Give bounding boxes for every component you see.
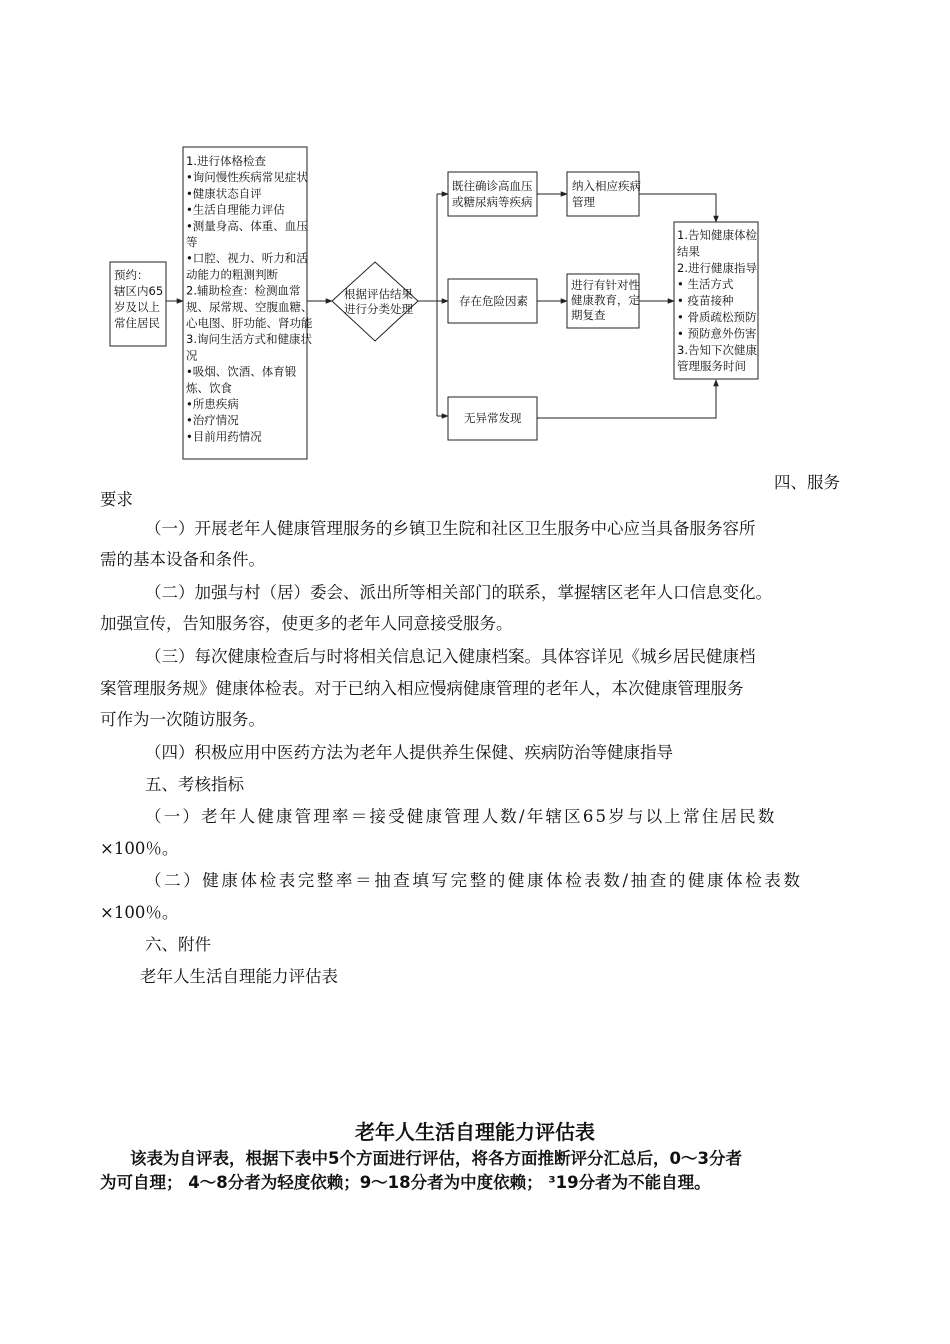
flowchart-text-line: 3.询问生活方式和健康状: [186, 332, 312, 347]
paragraph-3-line-1: （三）每次健康检查后与时将相关信息记入健康档案。具体容详见《城乡居民健康档: [145, 647, 756, 666]
flowchart-text-line: •询问慢性疾病常见症状: [186, 170, 308, 185]
flowchart-text-line: 2.进行健康指导: [677, 260, 757, 275]
paragraph-3-line-3: 可作为一次随访服务。: [100, 710, 265, 729]
flowchart-text-line: • 疫苗接种: [677, 293, 734, 308]
decision-text: [344, 287, 413, 316]
flowchart-text-line: 无异常发现: [464, 411, 522, 425]
flowchart-text-line: 1.进行体格检查: [186, 154, 266, 168]
flowchart-text-line: •健康状态自评: [186, 186, 262, 201]
flowchart-text-line: • 生活方式: [677, 277, 734, 292]
flowchart-text-line: 2.辅助检查：检测血常: [186, 283, 301, 298]
flowchart-text-line: 进行有针对性: [571, 278, 640, 292]
flowchart-text-line: •治疗情况: [186, 413, 239, 428]
attachment-name: 老年人生活自理能力评估表: [140, 967, 338, 986]
intro-line-1: 该表为自评表，根据下表中5个方面进行评估，将各方面推断评分汇总后，0～3分者: [130, 1149, 742, 1168]
flowchart-text-line: 进行分类处理: [344, 302, 413, 316]
flowchart-text-line: 岁及以上: [114, 300, 160, 314]
indicator-2-line-2: ×100％。: [100, 903, 179, 922]
flowchart-text-line: 既往确诊高血压: [452, 179, 533, 193]
branch-bottom-text: [464, 411, 522, 425]
arrow-bottom-to-final: [537, 380, 716, 418]
intro-line-2: 为可自理； 4～8分者为轻度依赖；9～18分者为中度依赖； ³19分者为不能自理。: [100, 1173, 711, 1192]
flowchart-text-line: 预约：: [114, 268, 149, 282]
paragraph-3-line-2: 案管理服务规》健康体检表。对于已纳入相应慢病健康管理的老年人，本次健康管理服务: [100, 679, 744, 698]
flowchart-text-line: 管理: [572, 195, 595, 209]
section4-heading-part2: 要求: [100, 490, 133, 509]
paragraph-1-line-1: （一）开展老年人健康管理服务的乡镇卫生院和社区卫生服务中心应当具备服务容所: [145, 519, 756, 538]
flowchart-text-line: •目前用药情况: [186, 429, 262, 444]
flowchart-text-line: 存在危险因素: [459, 294, 528, 308]
flowchart-text-line: 根据评估结果: [344, 287, 413, 301]
assessment-form-title: 老年人生活自理能力评估表: [355, 1120, 595, 1144]
flowchart-text-line: 健康教育，定: [571, 293, 640, 307]
branch-mid-text: [459, 294, 528, 308]
indicator-2-line-1: （二）健康体检表完整率＝抽查填写完整的健康体检表数/抽查的健康体检表数: [145, 871, 803, 890]
flowchart-text-line: 动能力的粗测判断: [186, 267, 278, 282]
flowchart-text-line: 或糖尿病等疾病: [452, 195, 533, 209]
flowchart-text-line: • 骨质疏松预防: [677, 310, 757, 324]
flowchart-text-line: 炼、饮食: [186, 380, 232, 395]
flowchart-text-line: 结果: [677, 244, 700, 259]
indicator-1-line-1: （一）老年人健康管理率＝接受健康管理人数/年辖区65岁与以上常住居民数: [145, 807, 777, 826]
section6-heading: 六、附件: [145, 935, 211, 954]
flowchart-text-line: 辖区内65: [114, 284, 164, 298]
flowchart-text-line: •所患疾病: [186, 396, 239, 411]
paragraph-4-line-1: （四）积极应用中医药方法为老年人提供养生保健、疾病防治等健康指导: [145, 743, 673, 762]
paragraph-2-line-2: 加强宣传，告知服务容，使更多的老年人同意接受服务。: [100, 614, 513, 633]
flowchart-text-line: •测量身高、体重、血压: [186, 218, 308, 233]
indicator-1-line-2: ×100％。: [100, 839, 179, 858]
paragraph-1-line-2: 需的基本设备和条件。: [100, 550, 265, 569]
flowchart-text-line: •生活自理能力评估: [186, 202, 285, 217]
flowchart-text-line: •口腔、视力、听力和活: [186, 251, 308, 266]
flowchart-text-line: 规、尿常规、空腹血糖、: [186, 299, 313, 314]
flowchart-text-line: 1.告知健康体检: [677, 228, 757, 242]
arrow-top-action-to-final: [639, 194, 716, 222]
service-flowchart: [0, 0, 950, 470]
flowchart-text-line: •吸烟、饮酒、体育锻: [186, 364, 297, 379]
flowchart-text-line: 况: [186, 348, 198, 363]
flowchart-text-line: 期复查: [571, 308, 606, 322]
section4-heading-part1: 四、服务: [774, 473, 840, 492]
paragraph-2-line-1: （二）加强与村（居）委会、派出所等相关部门的联系，掌握辖区老年人口信息变化。: [145, 583, 772, 602]
flowchart-text-line: 等: [186, 235, 198, 249]
flowchart-text-line: 心电图、肝功能、肾功能: [186, 316, 313, 330]
flowchart-text-line: 3.告知下次健康: [677, 342, 757, 357]
flowchart-text-line: 纳入相应疾病: [572, 179, 641, 193]
flowchart-text-line: • 预防意外伤害: [677, 326, 757, 341]
flowchart-text-line: 常住居民: [114, 316, 160, 330]
flowchart-text-line: 管理服务时间: [677, 359, 746, 374]
section5-heading: 五、考核指标: [145, 775, 244, 794]
